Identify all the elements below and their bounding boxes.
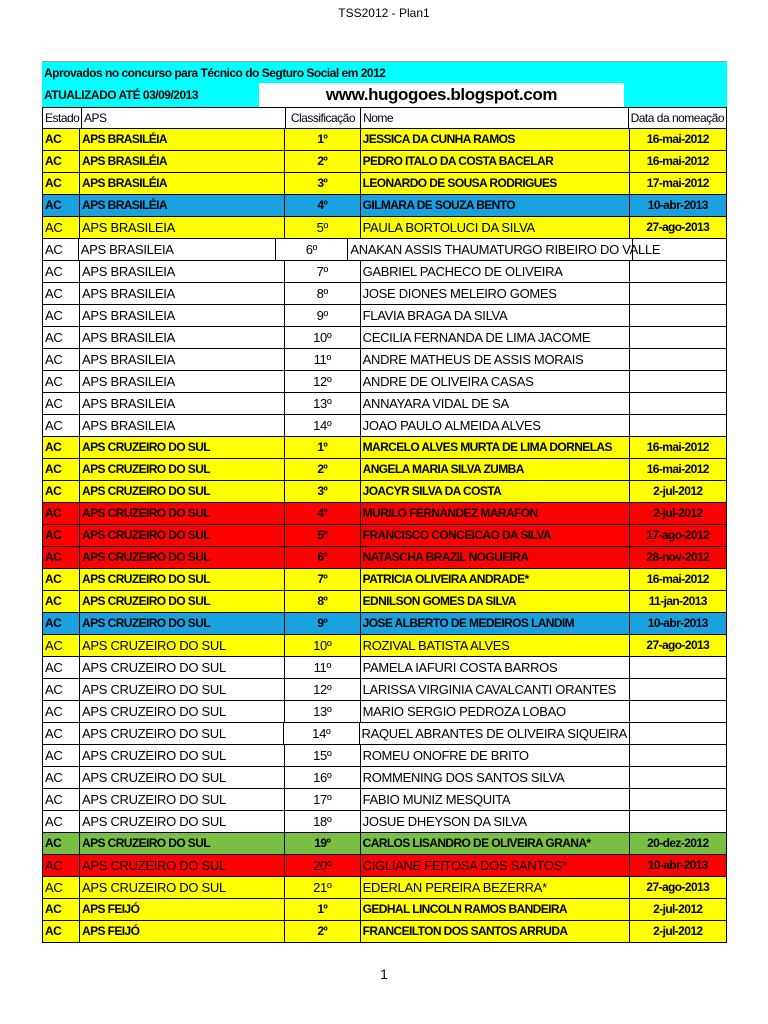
cell-classificacao: 20º bbox=[285, 855, 361, 877]
cell-estado: AC bbox=[42, 195, 80, 217]
cell-estado: AC bbox=[42, 349, 80, 371]
cell-nome: NATASCHA BRAZIL NOGUEIRA bbox=[361, 547, 630, 569]
cell-nome: FABIO MUNIZ MESQUITA bbox=[361, 789, 630, 811]
cell-data: 16-mai-2012 bbox=[630, 151, 727, 173]
updated-row bbox=[42, 83, 727, 107]
cell-nome: JOAO PAULO ALMEIDA ALVES bbox=[361, 415, 630, 437]
cell-classificacao: 7º bbox=[285, 569, 361, 591]
cell-aps: APS CRUZEIRO DO SUL bbox=[80, 723, 284, 745]
cell-aps: APS CRUZEIRO DO SUL bbox=[80, 613, 285, 635]
cell-nome: FLAVIA BRAGA DA SILVA bbox=[361, 305, 630, 327]
table-row bbox=[42, 833, 727, 855]
cell-classificacao: 12º bbox=[285, 679, 361, 701]
cell-aps: APS BRASILÉIA bbox=[80, 151, 285, 173]
table-row bbox=[42, 305, 727, 327]
cell-data: 27-ago-2013 bbox=[630, 217, 727, 239]
cell-estado: AC bbox=[42, 767, 80, 789]
table-row bbox=[42, 327, 727, 349]
cell-nome: ROMMENING DOS SANTOS SILVA bbox=[361, 767, 630, 789]
cell-estado: AC bbox=[42, 217, 80, 239]
cell-estado: AC bbox=[42, 305, 80, 327]
table-row bbox=[42, 899, 727, 921]
cell-nome: ROMEU ONOFRE DE BRITO bbox=[361, 745, 630, 767]
cell-classificacao: 21º bbox=[285, 877, 361, 899]
cell-classificacao: 8º bbox=[285, 283, 361, 305]
cell-data: 2-jul-2012 bbox=[630, 503, 727, 525]
cell-aps: APS BRASILEIA bbox=[80, 371, 285, 393]
cell-aps: APS BRASILÉIA bbox=[80, 173, 285, 195]
cell-classificacao: 10º bbox=[285, 327, 361, 349]
column-header-aps: APS bbox=[82, 107, 286, 129]
table-row bbox=[42, 195, 727, 217]
cell-data: 17-mai-2012 bbox=[630, 173, 727, 195]
table-row bbox=[42, 877, 727, 899]
cell-data bbox=[630, 767, 727, 789]
cell-data bbox=[630, 305, 727, 327]
cell-estado: AC bbox=[42, 415, 80, 437]
cell-nome: ANNAYARA VIDAL DE SA bbox=[361, 393, 630, 415]
cell-data bbox=[630, 327, 727, 349]
cell-aps: APS CRUZEIRO DO SUL bbox=[80, 855, 285, 877]
table-body bbox=[42, 129, 727, 943]
cell-estado: AC bbox=[42, 679, 80, 701]
cell-data bbox=[630, 701, 727, 723]
cell-classificacao: 5º bbox=[285, 217, 361, 239]
cell-data bbox=[630, 745, 727, 767]
cell-aps: APS BRASILEIA bbox=[80, 217, 285, 239]
cell-data: 2-jul-2012 bbox=[630, 921, 727, 943]
sheet-title: Aprovados no concurso para Técnico do Segturo Social em 2012 bbox=[42, 61, 727, 83]
cell-classificacao: 1º bbox=[285, 437, 361, 459]
cell-nome: CARLOS LISANDRO DE OLIVEIRA GRANA* bbox=[361, 833, 630, 855]
table-row bbox=[42, 701, 727, 723]
cell-classificacao: 17º bbox=[285, 789, 361, 811]
cell-data: 10-abr-2013 bbox=[630, 855, 727, 877]
cell-aps: APS CRUZEIRO DO SUL bbox=[80, 503, 285, 525]
cell-data bbox=[630, 679, 727, 701]
cell-classificacao: 2º bbox=[285, 921, 361, 943]
cell-nome: ANDRE DE OLIVEIRA CASAS bbox=[361, 371, 630, 393]
title-row bbox=[42, 61, 727, 83]
cell-aps: APS CRUZEIRO DO SUL bbox=[80, 591, 285, 613]
cell-classificacao: 9º bbox=[285, 613, 361, 635]
cell-estado: AC bbox=[42, 591, 80, 613]
cell-estado: AC bbox=[42, 525, 80, 547]
table-row bbox=[42, 745, 727, 767]
cell-estado: AC bbox=[42, 261, 80, 283]
cell-data: 10-abr-2013 bbox=[630, 195, 727, 217]
cell-aps: APS BRASILEIA bbox=[80, 415, 285, 437]
column-header-data: Data da nomeação bbox=[629, 107, 727, 129]
cell-nome: JOSUE DHEYSON DA SILVA bbox=[361, 811, 630, 833]
cell-classificacao: 3º bbox=[285, 481, 361, 503]
cell-classificacao: 1º bbox=[285, 129, 361, 151]
cell-data: 10-abr-2013 bbox=[630, 613, 727, 635]
table-row bbox=[42, 635, 727, 657]
cell-classificacao: 4º bbox=[285, 503, 361, 525]
cell-nome: JESSICA DA CUNHA RAMOS bbox=[361, 129, 630, 151]
cell-estado: AC bbox=[42, 173, 80, 195]
table-row bbox=[42, 151, 727, 173]
cell-data bbox=[630, 349, 727, 371]
table-row bbox=[42, 459, 727, 481]
cell-aps: APS BRASILEIA bbox=[79, 239, 276, 261]
cell-aps: APS CRUZEIRO DO SUL bbox=[80, 745, 285, 767]
cell-classificacao: 15º bbox=[285, 745, 361, 767]
cell-aps: APS CRUZEIRO DO SUL bbox=[80, 525, 285, 547]
cell-nome: RAQUEL ABRANTES DE OLIVEIRA SIQUEIRA bbox=[360, 723, 630, 745]
cell-classificacao: 12º bbox=[285, 371, 361, 393]
cell-aps: APS CRUZEIRO DO SUL bbox=[80, 833, 285, 855]
cell-aps: APS CRUZEIRO DO SUL bbox=[80, 481, 285, 503]
cell-classificacao: 14º bbox=[284, 723, 359, 745]
cell-data: 16-mai-2012 bbox=[630, 569, 727, 591]
cell-classificacao: 2º bbox=[285, 459, 361, 481]
cell-estado: AC bbox=[42, 569, 80, 591]
cell-estado: AC bbox=[42, 459, 80, 481]
site-url[interactable]: www.hugogoes.blogspot.com bbox=[259, 83, 624, 107]
cell-aps: APS FEIJÓ bbox=[80, 899, 285, 921]
cell-estado: AC bbox=[42, 723, 80, 745]
table-row bbox=[42, 239, 727, 261]
table-row bbox=[42, 415, 727, 437]
cell-nome: EDERLAN PEREIRA BEZERRA* bbox=[361, 877, 630, 899]
cell-estado: AC bbox=[42, 789, 80, 811]
page-number: 1 bbox=[380, 966, 388, 982]
cell-data bbox=[630, 657, 727, 679]
cell-estado: AC bbox=[42, 833, 80, 855]
cell-estado: AC bbox=[42, 811, 80, 833]
cell-aps: APS BRASILEIA bbox=[80, 393, 285, 415]
cell-estado: AC bbox=[42, 481, 80, 503]
table-row bbox=[42, 349, 727, 371]
cell-classificacao: 5º bbox=[285, 525, 361, 547]
table-row bbox=[42, 569, 727, 591]
cell-nome: CECILIA FERNANDA DE LIMA JACOME bbox=[361, 327, 630, 349]
cell-estado: AC bbox=[42, 635, 80, 657]
cell-classificacao: 7º bbox=[285, 261, 361, 283]
table-row bbox=[42, 217, 727, 239]
cell-classificacao: 13º bbox=[285, 701, 361, 723]
cell-estado: AC bbox=[42, 151, 80, 173]
column-header-estado: Estado bbox=[42, 107, 82, 129]
cell-data bbox=[630, 371, 727, 393]
table-row bbox=[42, 503, 727, 525]
cell-estado: AC bbox=[42, 239, 79, 261]
cell-nome: ANDRE MATHEUS DE ASSIS MORAIS bbox=[361, 349, 630, 371]
spreadsheet bbox=[42, 61, 727, 943]
cell-aps: APS CRUZEIRO DO SUL bbox=[80, 767, 285, 789]
cell-classificacao: 13º bbox=[285, 393, 361, 415]
cell-nome: MARCELO ALVES MURTA DE LIMA DORNELAS bbox=[361, 437, 630, 459]
cell-estado: AC bbox=[42, 921, 80, 943]
table-row bbox=[42, 173, 727, 195]
cell-classificacao: 18º bbox=[285, 811, 361, 833]
cell-aps: APS CRUZEIRO DO SUL bbox=[80, 459, 285, 481]
table-row bbox=[42, 723, 727, 745]
table-row bbox=[42, 437, 727, 459]
cell-data: 20-dez-2012 bbox=[630, 833, 727, 855]
cell-classificacao: 9º bbox=[285, 305, 361, 327]
cell-aps: APS CRUZEIRO DO SUL bbox=[80, 701, 285, 723]
cell-aps: APS CRUZEIRO DO SUL bbox=[80, 437, 285, 459]
table-row bbox=[42, 811, 727, 833]
cell-classificacao: 10º bbox=[285, 635, 361, 657]
cell-classificacao: 6º bbox=[285, 547, 361, 569]
cell-data: 27-ago-2013 bbox=[630, 877, 727, 899]
column-header-classificacao: Classificação bbox=[286, 107, 361, 129]
cell-estado: AC bbox=[42, 327, 80, 349]
table-row bbox=[42, 591, 727, 613]
cell-aps: APS BRASILEIA bbox=[80, 261, 285, 283]
cell-nome: FRANCISCO CONCEICAO DA SILVA bbox=[361, 525, 630, 547]
cell-aps: APS CRUZEIRO DO SUL bbox=[80, 679, 285, 701]
table-row bbox=[42, 767, 727, 789]
updated-row-filler bbox=[624, 83, 727, 107]
cell-data: 17-ago-2012 bbox=[630, 525, 727, 547]
cell-estado: AC bbox=[42, 283, 80, 305]
cell-nome: PATRICIA OLIVEIRA ANDRADE* bbox=[361, 569, 630, 591]
cell-aps: APS CRUZEIRO DO SUL bbox=[80, 635, 285, 657]
cell-aps: APS CRUZEIRO DO SUL bbox=[80, 547, 285, 569]
cell-classificacao: 14º bbox=[285, 415, 361, 437]
cell-data: 27-ago-2013 bbox=[630, 635, 727, 657]
cell-aps: APS CRUZEIRO DO SUL bbox=[80, 789, 285, 811]
table-row bbox=[42, 371, 727, 393]
table-row bbox=[42, 855, 727, 877]
cell-classificacao: 11º bbox=[285, 349, 361, 371]
table-row bbox=[42, 921, 727, 943]
cell-nome: JOACYR SILVA DA COSTA bbox=[361, 481, 630, 503]
cell-estado: AC bbox=[42, 877, 80, 899]
table-row bbox=[42, 481, 727, 503]
table-row bbox=[42, 393, 727, 415]
table-row bbox=[42, 261, 727, 283]
cell-estado: AC bbox=[42, 613, 80, 635]
cell-nome: MARIO SERGIO PEDROZA LOBAO bbox=[361, 701, 630, 723]
column-header-nome: Nome bbox=[361, 107, 629, 129]
cell-aps: APS BRASILEIA bbox=[80, 327, 285, 349]
updated-label: ATUALIZADO ATÉ 03/09/2013 bbox=[42, 83, 259, 107]
cell-aps: APS BRASILEIA bbox=[80, 349, 285, 371]
cell-data: 2-jul-2012 bbox=[630, 481, 727, 503]
table-row bbox=[42, 613, 727, 635]
cell-estado: AC bbox=[42, 657, 80, 679]
cell-nome: ROZIVAL BATISTA ALVES bbox=[361, 635, 630, 657]
table-row bbox=[42, 129, 727, 151]
cell-nome: PAULA BORTOLUCI DA SILVA bbox=[361, 217, 630, 239]
cell-estado: AC bbox=[42, 437, 80, 459]
cell-estado: AC bbox=[42, 899, 80, 921]
cell-classificacao: 6º bbox=[276, 239, 349, 261]
cell-data: 16-mai-2012 bbox=[630, 129, 727, 151]
cell-data: 11-jan-2013 bbox=[630, 591, 727, 613]
cell-aps: APS BRASILEIA bbox=[80, 305, 285, 327]
cell-estado: AC bbox=[42, 503, 80, 525]
cell-classificacao: 2º bbox=[285, 151, 361, 173]
cell-classificacao: 11º bbox=[285, 657, 361, 679]
cell-nome: FRANCEILTON DOS SANTOS ARRUDA bbox=[361, 921, 630, 943]
cell-estado: AC bbox=[42, 701, 80, 723]
table-row bbox=[42, 547, 727, 569]
cell-data bbox=[630, 261, 727, 283]
cell-data bbox=[630, 789, 727, 811]
cell-estado: AC bbox=[42, 393, 80, 415]
cell-data bbox=[630, 811, 727, 833]
cell-classificacao: 16º bbox=[285, 767, 361, 789]
cell-nome: EDNILSON GOMES DA SILVA bbox=[361, 591, 630, 613]
cell-nome: PEDRO ITALO DA COSTA BACELAR bbox=[361, 151, 630, 173]
cell-nome: PAMELA IAFURI COSTA BARROS bbox=[361, 657, 630, 679]
cell-data: 16-mai-2012 bbox=[630, 459, 727, 481]
cell-data bbox=[630, 393, 727, 415]
cell-data bbox=[633, 239, 727, 261]
table-row bbox=[42, 789, 727, 811]
cell-nome: GEDHAL LINCOLN RAMOS BANDEIRA bbox=[361, 899, 630, 921]
cell-aps: APS CRUZEIRO DO SUL bbox=[80, 657, 285, 679]
cell-classificacao: 1º bbox=[285, 899, 361, 921]
cell-aps: APS BRASILÉIA bbox=[80, 195, 285, 217]
cell-nome: ANAKAN ASSIS THAUMATURGO RIBEIRO DO VALLE bbox=[348, 239, 633, 261]
cell-aps: APS FEIJÓ bbox=[80, 921, 285, 943]
cell-aps: APS CRUZEIRO DO SUL bbox=[80, 877, 285, 899]
cell-nome: CIGLIANE FEITOSA DOS SANTOS* bbox=[361, 855, 630, 877]
cell-classificacao: 8º bbox=[285, 591, 361, 613]
cell-aps: APS BRASILEIA bbox=[80, 283, 285, 305]
cell-data bbox=[630, 283, 727, 305]
table-row bbox=[42, 283, 727, 305]
cell-nome: LARISSA VIRGINIA CAVALCANTI ORANTES bbox=[361, 679, 630, 701]
cell-estado: AC bbox=[42, 745, 80, 767]
cell-nome: GABRIEL PACHECO DE OLIVEIRA bbox=[361, 261, 630, 283]
cell-data: 16-mai-2012 bbox=[630, 437, 727, 459]
cell-classificacao: 4º bbox=[285, 195, 361, 217]
column-header-row bbox=[42, 107, 727, 129]
cell-aps: APS BRASILÉIA bbox=[80, 129, 285, 151]
cell-nome: ANGELA MARIA SILVA ZUMBA bbox=[361, 459, 630, 481]
cell-nome: LEONARDO DE SOUSA RODRIGUES bbox=[361, 173, 630, 195]
cell-nome: MURILO FERNANDEZ MARAFON bbox=[361, 503, 630, 525]
cell-estado: AC bbox=[42, 855, 80, 877]
table-row bbox=[42, 679, 727, 701]
cell-data bbox=[630, 723, 727, 745]
cell-nome: GILMARA DE SOUZA BENTO bbox=[361, 195, 630, 217]
cell-estado: AC bbox=[42, 371, 80, 393]
cell-data: 28-nov-2012 bbox=[630, 547, 727, 569]
table-row bbox=[42, 525, 727, 547]
cell-aps: APS CRUZEIRO DO SUL bbox=[80, 569, 285, 591]
cell-nome: JOSE ALBERTO DE MEDEIROS LANDIM bbox=[361, 613, 630, 635]
table-row bbox=[42, 657, 727, 679]
cell-classificacao: 3º bbox=[285, 173, 361, 195]
cell-nome: JOSE DIONES MELEIRO GOMES bbox=[361, 283, 630, 305]
cell-estado: AC bbox=[42, 547, 80, 569]
cell-classificacao: 19º bbox=[285, 833, 361, 855]
cell-data: 2-jul-2012 bbox=[630, 899, 727, 921]
cell-aps: APS CRUZEIRO DO SUL bbox=[80, 811, 285, 833]
page-header: TSS2012 - Plan1 bbox=[338, 6, 430, 20]
cell-data bbox=[630, 415, 727, 437]
cell-estado: AC bbox=[42, 129, 80, 151]
